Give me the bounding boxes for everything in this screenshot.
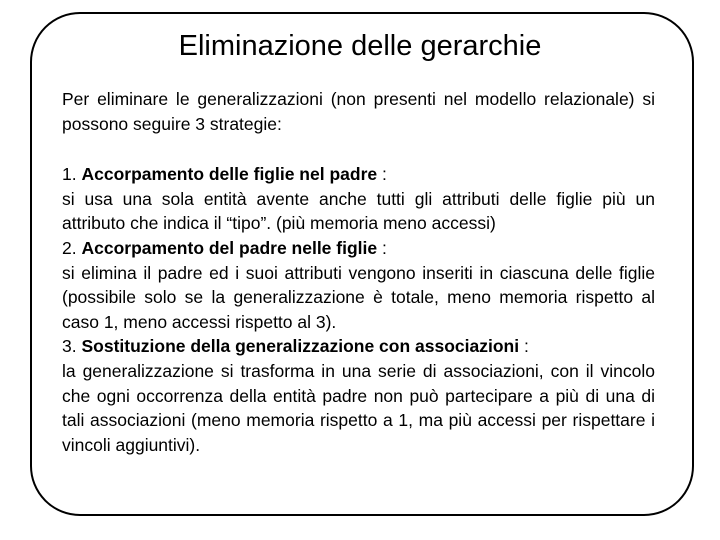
strategy-1-heading (62, 162, 655, 187)
strategy-3-heading (62, 334, 655, 359)
strategy-2-heading (62, 236, 655, 261)
strategy-1-body: si usa una sola entità avente anche tutti gli attributi delle figlie più un attributo che indica il “tipo”. (più memoria meno accessi) (62, 188, 655, 234)
strategy-3-body: la generalizzazione si trasforma in una serie di associazioni, con il vincolo che ogni occorrenza della entità padre non può partecipare a più di una di tali associazioni (meno memoria rispetto a 1, ma più accessi per rispettare i vincoli aggiuntivi). (62, 360, 655, 455)
slide-content (62, 87, 655, 457)
strategy-3-title: Sostituzione della generalizzazione con associazioni (81, 336, 520, 357)
strategy-2-separator: : (377, 237, 387, 258)
strategy-2-number: 2. (62, 237, 77, 258)
strategy-3-number: 3. (62, 336, 77, 357)
strategy-1-number: 1. (62, 164, 77, 185)
strategy-1-title: Accorpamento delle figlie nel padre (81, 164, 378, 185)
strategy-2-body: si elimina il padre ed i suoi attributi vengono inseriti in ciascuna delle figlie (possibile solo se la generalizzazione è totale, meno memoria rispetto al caso 1, meno accessi rispetto al 3). (62, 262, 655, 332)
intro-paragraph: Per eliminare le generalizzazioni (non presenti nel modello relazionale) si possono seguire 3 strategie: (62, 89, 655, 134)
strategy-1-separator: : (377, 164, 387, 185)
strategy-3-separator: : (519, 336, 529, 357)
strategy-2-title: Accorpamento del padre nelle figlie (81, 237, 378, 258)
slide-title: Eliminazione delle gerarchie (178, 30, 542, 62)
